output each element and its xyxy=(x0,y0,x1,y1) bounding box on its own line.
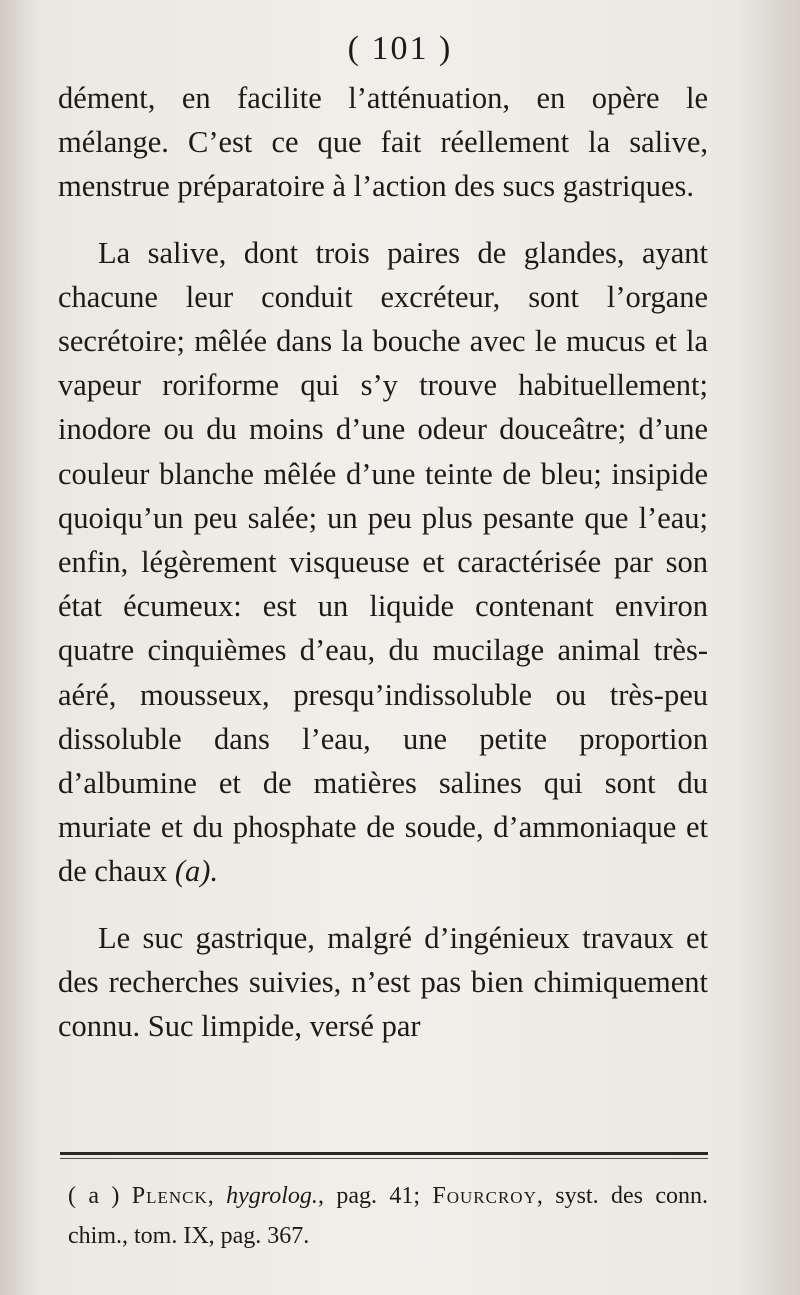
footnote: ( a ) Plenck, hygrolog., pag. 41; Fourcroy, syst. des conn. chim., tom. IX, pag. 367. xyxy=(68,1183,708,1249)
paragraph-2 xyxy=(58,231,708,894)
page-number-header: ( 101 ) xyxy=(347,30,453,67)
footnote-author-plenck: Plenck xyxy=(131,1183,208,1209)
footnote-rest: , syst. des conn. chim., tom. IX, pag. 367. xyxy=(68,1183,708,1249)
footnote-rule-thin xyxy=(60,1158,708,1159)
paragraph-1: dément, en facilite l’atténuation, en opère le mélange. C’est ce que fait réellement la salive, menstrue préparatoire à l’action des sucs gastriques. xyxy=(58,81,708,204)
footnote-work-hygrolog: hygrolog. xyxy=(226,1183,318,1209)
footnote-marker: ( a ) xyxy=(68,1183,120,1209)
footnote-author-fourcroy: Fourcroy xyxy=(432,1183,537,1209)
footnote-pages-1: , pag. 41; xyxy=(317,1183,421,1209)
body-text xyxy=(58,76,708,1048)
paragraph-2-text: La salive, dont trois paires de glandes, ayant chacune leur conduit excréteur, sont l’organe secrétoire; mêlée dans la bouche avec le mucus et la vapeur roriforme qui s’y trouve habituellement; inodore ou du moins d’une odeur douceâtre; d’une couleur blanche mêlée d’une teinte de bleu; insipide quoiqu’un peu salée; un peu plus pesante que l’eau; enfin, légèrement visqueuse et caractérisée par son état écumeux: est un liquide contenant environ quatre cinquièmes d’eau, du mucilage animal très-aéré, mousseux, presqu’indissoluble ou très-peu dissoluble dans l’eau, une petite proportion d’albumine et de matières salines qui sont du muriate et du phosphate de soude, d’ammoniaque et de chaux xyxy=(58,235,708,889)
footnote-rule xyxy=(60,1152,708,1155)
footnote-reference: (a). xyxy=(174,854,219,889)
paragraph-3: Le suc gastrique, malgré d’ingénieux travaux et des recherches suivies, n’est pas bien chimiquement connu. Suc limpide, versé par xyxy=(58,920,708,1044)
